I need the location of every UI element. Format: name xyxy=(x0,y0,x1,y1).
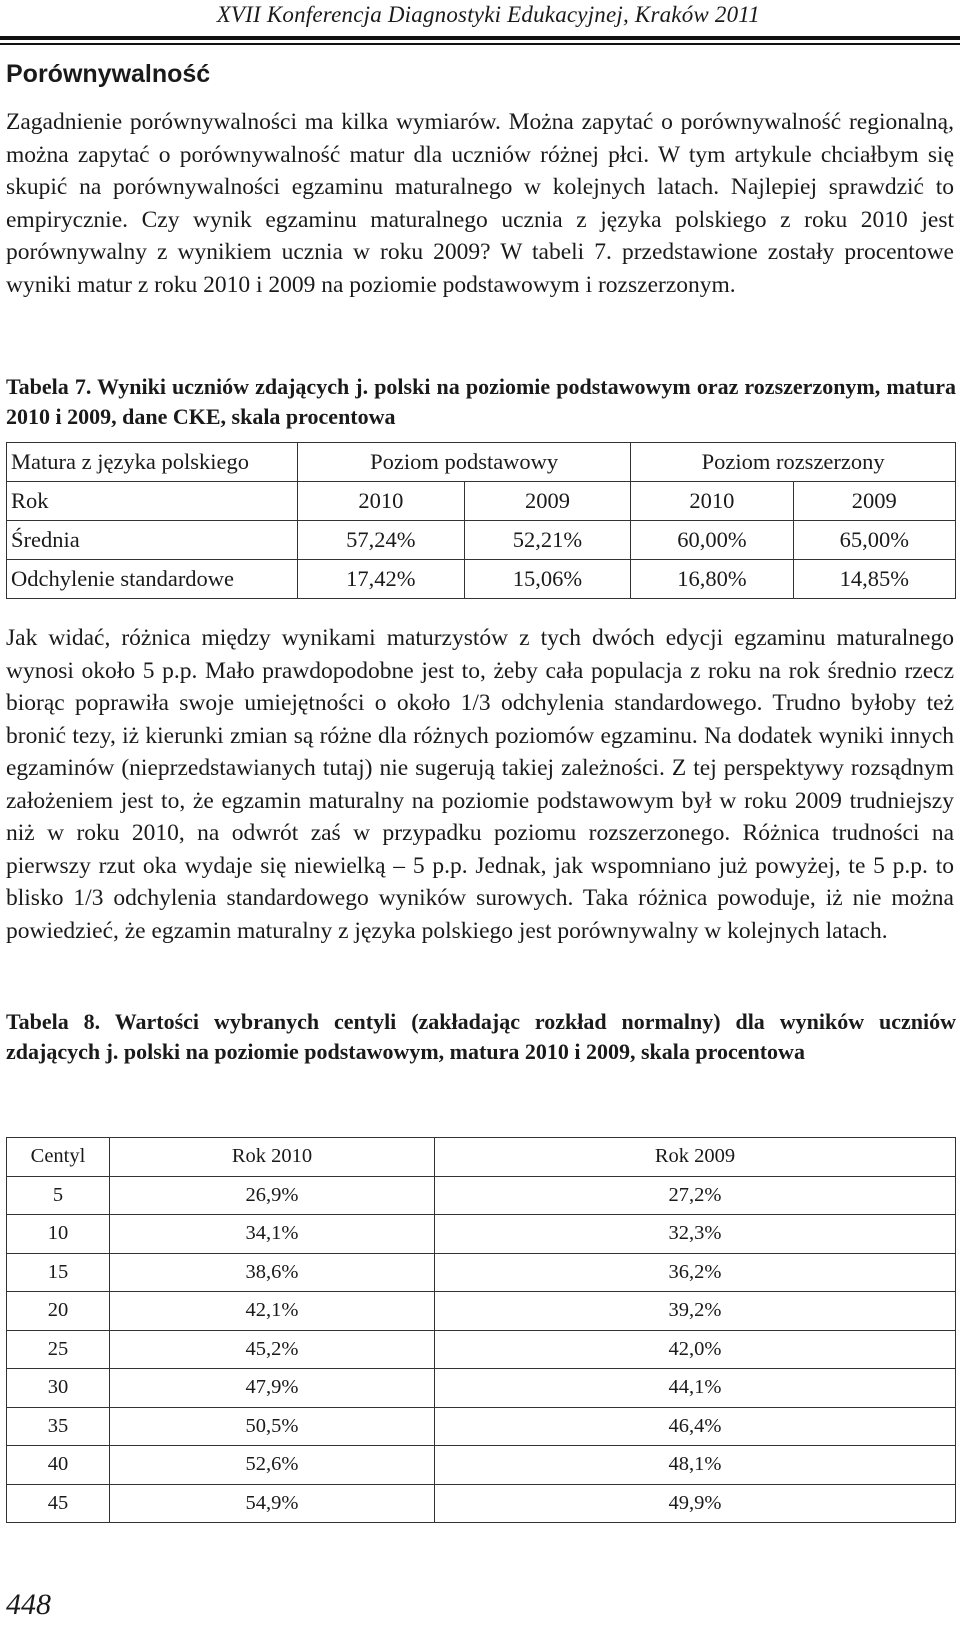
section-title: Porównywalność xyxy=(6,60,211,88)
running-header-text: XVII Konferencja Diagnostyki Edukacyjnej, Kraków 2011 xyxy=(216,2,760,27)
table-8-cell: 46,4% xyxy=(435,1407,956,1446)
table-8-cell: 36,2% xyxy=(435,1253,956,1292)
table-7-header-extended: Poziom rozszerzony xyxy=(631,443,956,482)
table-8-cell: 34,1% xyxy=(110,1215,435,1254)
header-rule-thick xyxy=(0,36,960,40)
table-8-cell: 27,2% xyxy=(435,1176,956,1215)
running-header xyxy=(0,0,960,48)
table-7-header-label: Matura z języka polskiego xyxy=(7,443,298,482)
table-8-header-cell: Rok 2010 xyxy=(110,1138,435,1177)
table-7-cell: 2010 xyxy=(631,482,793,521)
table-8-cell: 44,1% xyxy=(435,1369,956,1408)
table-8-cell: 42,0% xyxy=(435,1330,956,1369)
table-8-caption: Tabela 8. Wartości wybranych centyli (zakładając rozkład normalny) dla wyników uczniów zdających j. polski na poziomie podstawowym, matura 2010 i 2009, skala procentowa xyxy=(6,1009,956,1064)
header-rule-thin xyxy=(0,43,960,45)
table-8-cell: 39,2% xyxy=(435,1292,956,1331)
table-7-header-row xyxy=(7,443,956,482)
table-8-row xyxy=(7,1253,956,1292)
table-8-cell: 54,9% xyxy=(110,1484,435,1523)
table-7-cell: 14,85% xyxy=(793,560,955,599)
table-8-row xyxy=(7,1330,956,1369)
table-7-cell: 2010 xyxy=(298,482,465,521)
table-8-cell: 35 xyxy=(7,1407,110,1446)
table-8 xyxy=(6,1137,956,1523)
table-8-row xyxy=(7,1484,956,1523)
table-8-cell: 26,9% xyxy=(110,1176,435,1215)
table-7-cell: 60,00% xyxy=(631,521,793,560)
table-7-cell: 57,24% xyxy=(298,521,465,560)
table-8-cell: 48,1% xyxy=(435,1446,956,1485)
table-7-row-label: Rok xyxy=(7,482,298,521)
table-8-header-cell: Centyl xyxy=(7,1138,110,1177)
table-8-header-cell: Rok 2009 xyxy=(435,1138,956,1177)
table-7-row xyxy=(7,560,956,599)
table-7-header-basic: Poziom podstawowy xyxy=(298,443,631,482)
table-8-cell: 45 xyxy=(7,1484,110,1523)
table-7-row xyxy=(7,482,956,521)
table-7-cell: 16,80% xyxy=(631,560,793,599)
table-8-cell: 47,9% xyxy=(110,1369,435,1408)
table-8-cell: 25 xyxy=(7,1330,110,1369)
table-8-cell: 40 xyxy=(7,1446,110,1485)
table-8-row xyxy=(7,1292,956,1331)
table-8-cell: 50,5% xyxy=(110,1407,435,1446)
table-8-cell: 20 xyxy=(7,1292,110,1331)
table-7-row-label: Średnia xyxy=(7,521,298,560)
table-7-caption: Tabela 7. Wyniki uczniów zdających j. polski na poziomie podstawowym oraz rozszerzonym, matura 2010 i 2009, dane CKE, skala procentowa xyxy=(6,374,956,429)
table-8-row xyxy=(7,1176,956,1215)
table-7-cell: 65,00% xyxy=(793,521,955,560)
table-8-cell: 5 xyxy=(7,1176,110,1215)
table-8-cell: 45,2% xyxy=(110,1330,435,1369)
table-7 xyxy=(6,442,956,599)
table-8-cell: 32,3% xyxy=(435,1215,956,1254)
table-8-cell: 15 xyxy=(7,1253,110,1292)
table-8-row xyxy=(7,1407,956,1446)
table-7-cell: 2009 xyxy=(464,482,631,521)
table-8-row xyxy=(7,1215,956,1254)
table-8-row xyxy=(7,1446,956,1485)
table-8-header-row xyxy=(7,1138,956,1177)
body-paragraph-2: Jak widać, różnica między wynikami maturzystów z tych dwóch edycji egzaminu maturalnego wynosi około 5 p.p. Mało prawdopodobne jest to, żeby cała populacja z roku na rok średnio rzecz biorąc poprawiła swoje umiejętności o około 1/3 odchylenia standardowego. Trudno byłoby też bronić tezy, iż kierunki zmian są różne dla różnych poziomów egzaminu. Na dodatek wyniki innych egzaminów (nieprzedstawianych tutaj) nie sugerują takiej zależności. Z tej perspektywy rozsądnym założeniem jest to, że egzamin maturalny na poziomie podstawowym był w roku 2009 trudniejszy niż w roku 2010, na odwrót zaś w przypadku poziomu rozszerzonego. Różnica trudności na pierwszy rzut oka wydaje się niewielką – 5 p.p. Jednak, jak wspomniano już powyżej, te 5 p.p. to blisko 1/3 odchylenia standardowego wyników surowych. Taka różnica powoduje, iż nie można powiedzieć, że egzamin maturalny z języka polskiego jest porównywalny w kolejnych latach. xyxy=(6,625,954,944)
table-7-cell: 17,42% xyxy=(298,560,465,599)
table-8-cell: 30 xyxy=(7,1369,110,1408)
table-7-row xyxy=(7,521,956,560)
table-7-cell: 52,21% xyxy=(464,521,631,560)
page-number: 448 xyxy=(6,1588,51,1621)
table-7-row-label: Odchylenie standardowe xyxy=(7,560,298,599)
body-paragraph-1: Zagadnienie porównywalności ma kilka wymiarów. Można zapytać o porównywalność regionalną, można zapytać o porównywalność matur dla uczniów różnej płci. W tym artykule chciałbym się skupić na porównywalności egzaminu maturalnego w kolejnych latach. Najlepiej sprawdzić to empirycznie. Czy wynik egzaminu maturalnego ucznia z języka polskiego z roku 2010 jest porównywalny z wynikiem ucznia w roku 2009? W tabeli 7. przedstawione zostały procentowe wyniki matur z roku 2010 i 2009 na poziomie podstawowym i rozszerzonym. xyxy=(6,109,954,298)
table-8-cell: 38,6% xyxy=(110,1253,435,1292)
table-8-row xyxy=(7,1369,956,1408)
table-8-cell: 42,1% xyxy=(110,1292,435,1331)
table-8-cell: 49,9% xyxy=(435,1484,956,1523)
table-7-cell: 15,06% xyxy=(464,560,631,599)
table-8-cell: 52,6% xyxy=(110,1446,435,1485)
table-7-cell: 2009 xyxy=(793,482,955,521)
table-8-cell: 10 xyxy=(7,1215,110,1254)
